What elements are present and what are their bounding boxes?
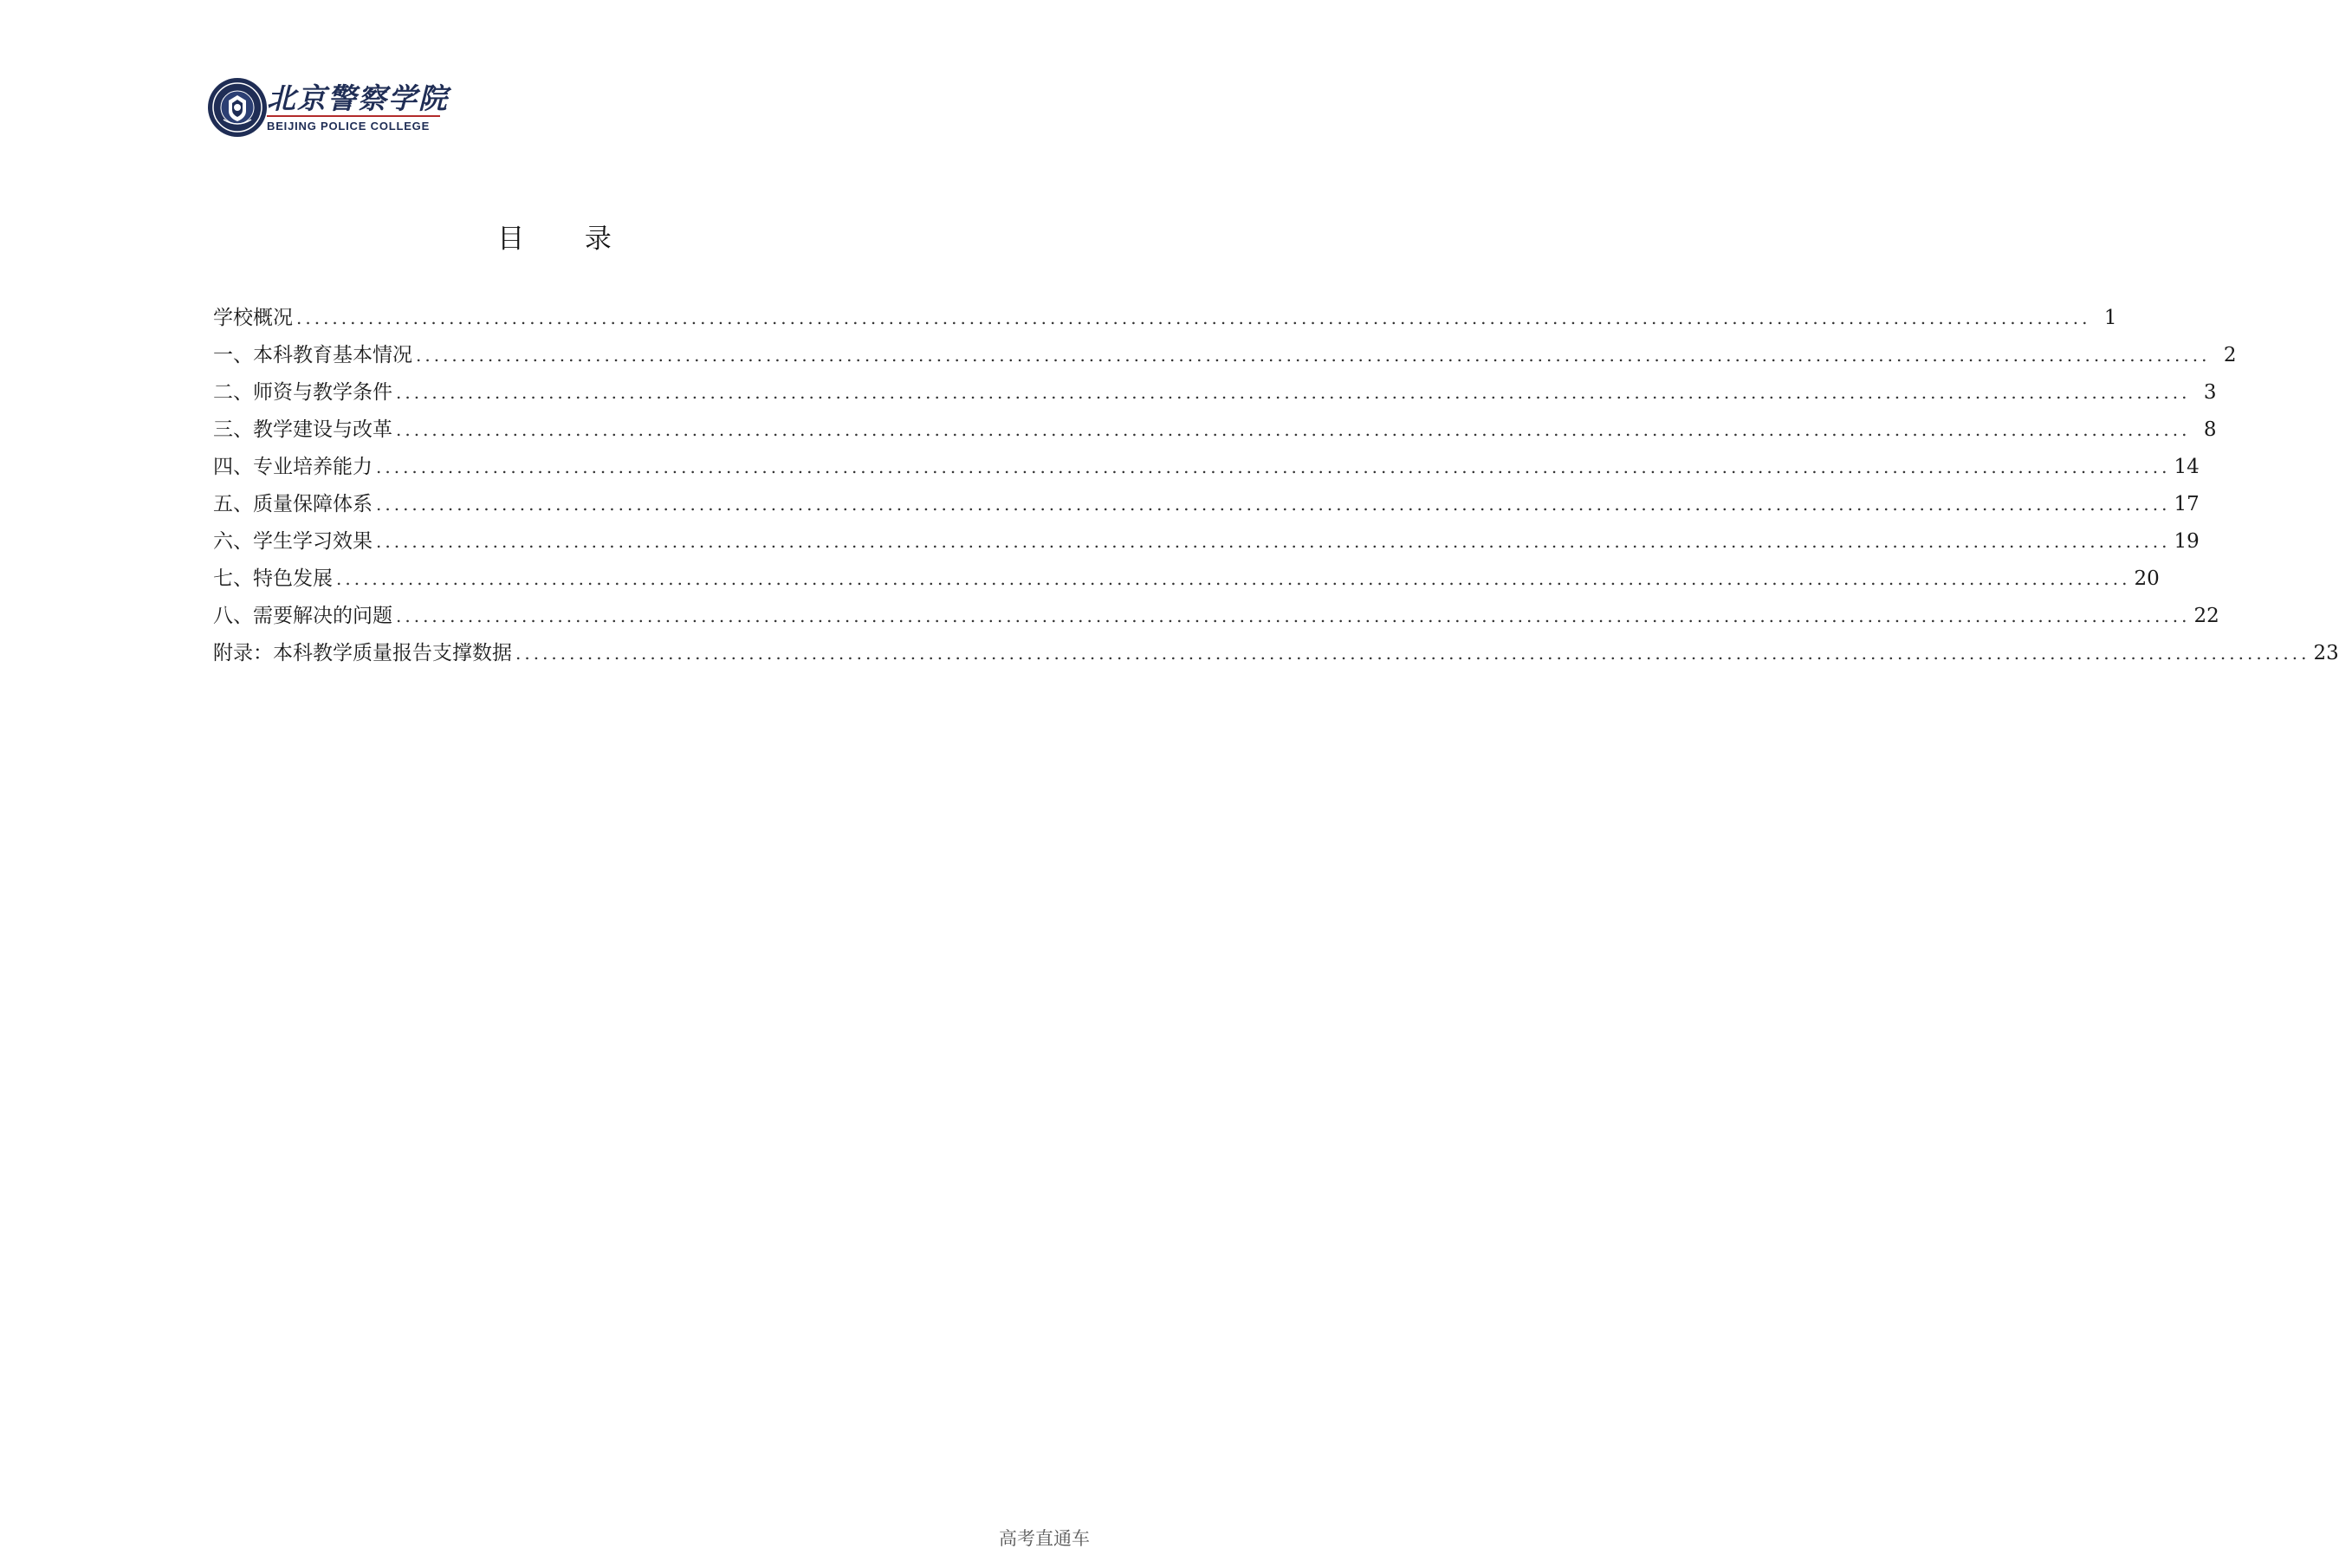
toc-entry-label: 六、学生学习效果 — [213, 530, 373, 553]
toc-entry-label: 一、本科教育基本情况 — [213, 344, 412, 366]
toc-entry-label: 四、专业培养能力 — [213, 456, 373, 478]
toc-dot-leader: ........................................................................................................................................................................................................ — [376, 457, 2171, 477]
toc-dot-leader: ........................................................................................................................................................................................................ — [376, 494, 2171, 515]
toc-entry-page: 22 — [2193, 605, 2219, 627]
toc-dot-leader: ........................................................................................................................................................................................................ — [396, 419, 2191, 440]
toc-entry[interactable] — [213, 450, 2200, 488]
toc-entry-label: 附录：本科教学质量报告支撑数据 — [213, 642, 512, 664]
toc-entry-page: 2 — [2223, 344, 2237, 366]
toc-entry-page: 14 — [2174, 456, 2200, 478]
toc-entry-label: 八、需要解决的问题 — [213, 605, 392, 627]
toc-dot-leader: ........................................................................................................................................................................................................ — [416, 345, 2211, 366]
toc-entry-label: 七、特色发展 — [213, 567, 333, 590]
toc-entry-page: 19 — [2174, 530, 2200, 553]
watermark: 高考直通车 — [999, 1528, 1090, 1549]
toc-entry-page: 8 — [2203, 418, 2217, 441]
toc-entry[interactable] — [213, 599, 2219, 637]
toc-entry-page: 20 — [2134, 567, 2160, 590]
school-logo — [206, 76, 449, 139]
toc-entry-label: 学校概况 — [213, 307, 293, 329]
toc-dot-leader: ........................................................................................................................................................................................................ — [336, 568, 2131, 589]
toc-entry[interactable] — [213, 488, 2200, 525]
toc-entry-label: 三、教学建设与改革 — [213, 418, 392, 441]
toc-entry-page: 17 — [2174, 493, 2200, 515]
school-name-en: BEIJING POLICE COLLEGE — [267, 120, 431, 133]
toc-entry-label: 二、师资与教学条件 — [213, 381, 392, 404]
toc-entry[interactable] — [213, 376, 2217, 413]
toc-entry[interactable] — [213, 413, 2217, 450]
toc-entry[interactable] — [213, 562, 2160, 599]
toc-dot-leader: ........................................................................................................................................................................................................ — [376, 531, 2171, 552]
toc-entry-page: 23 — [2313, 642, 2339, 664]
toc-entry-page: 3 — [2203, 381, 2217, 404]
toc-dot-leader: ........................................................................................................................................................................................................ — [396, 382, 2191, 403]
toc-dot-leader: ........................................................................................................................................................................................................ — [515, 643, 2310, 664]
header-rule — [267, 115, 440, 117]
toc-entry[interactable] — [213, 339, 2237, 376]
toc-entry[interactable] — [213, 301, 2117, 339]
toc-entry[interactable] — [213, 525, 2200, 562]
school-name-cn: 北京警察学院 — [267, 81, 449, 115]
toc-entry[interactable] — [213, 637, 2339, 674]
school-seal-icon — [206, 76, 269, 139]
toc-entry-label: 五、质量保障体系 — [213, 493, 373, 515]
toc-dot-leader: ........................................................................................................................................................................................................ — [396, 606, 2191, 626]
page-title: 目 录 — [497, 224, 638, 255]
table-of-contents — [213, 301, 2339, 674]
toc-dot-leader: ........................................................................................................................................................................................................ — [296, 308, 2091, 328]
toc-entry-page: 1 — [2103, 307, 2117, 329]
